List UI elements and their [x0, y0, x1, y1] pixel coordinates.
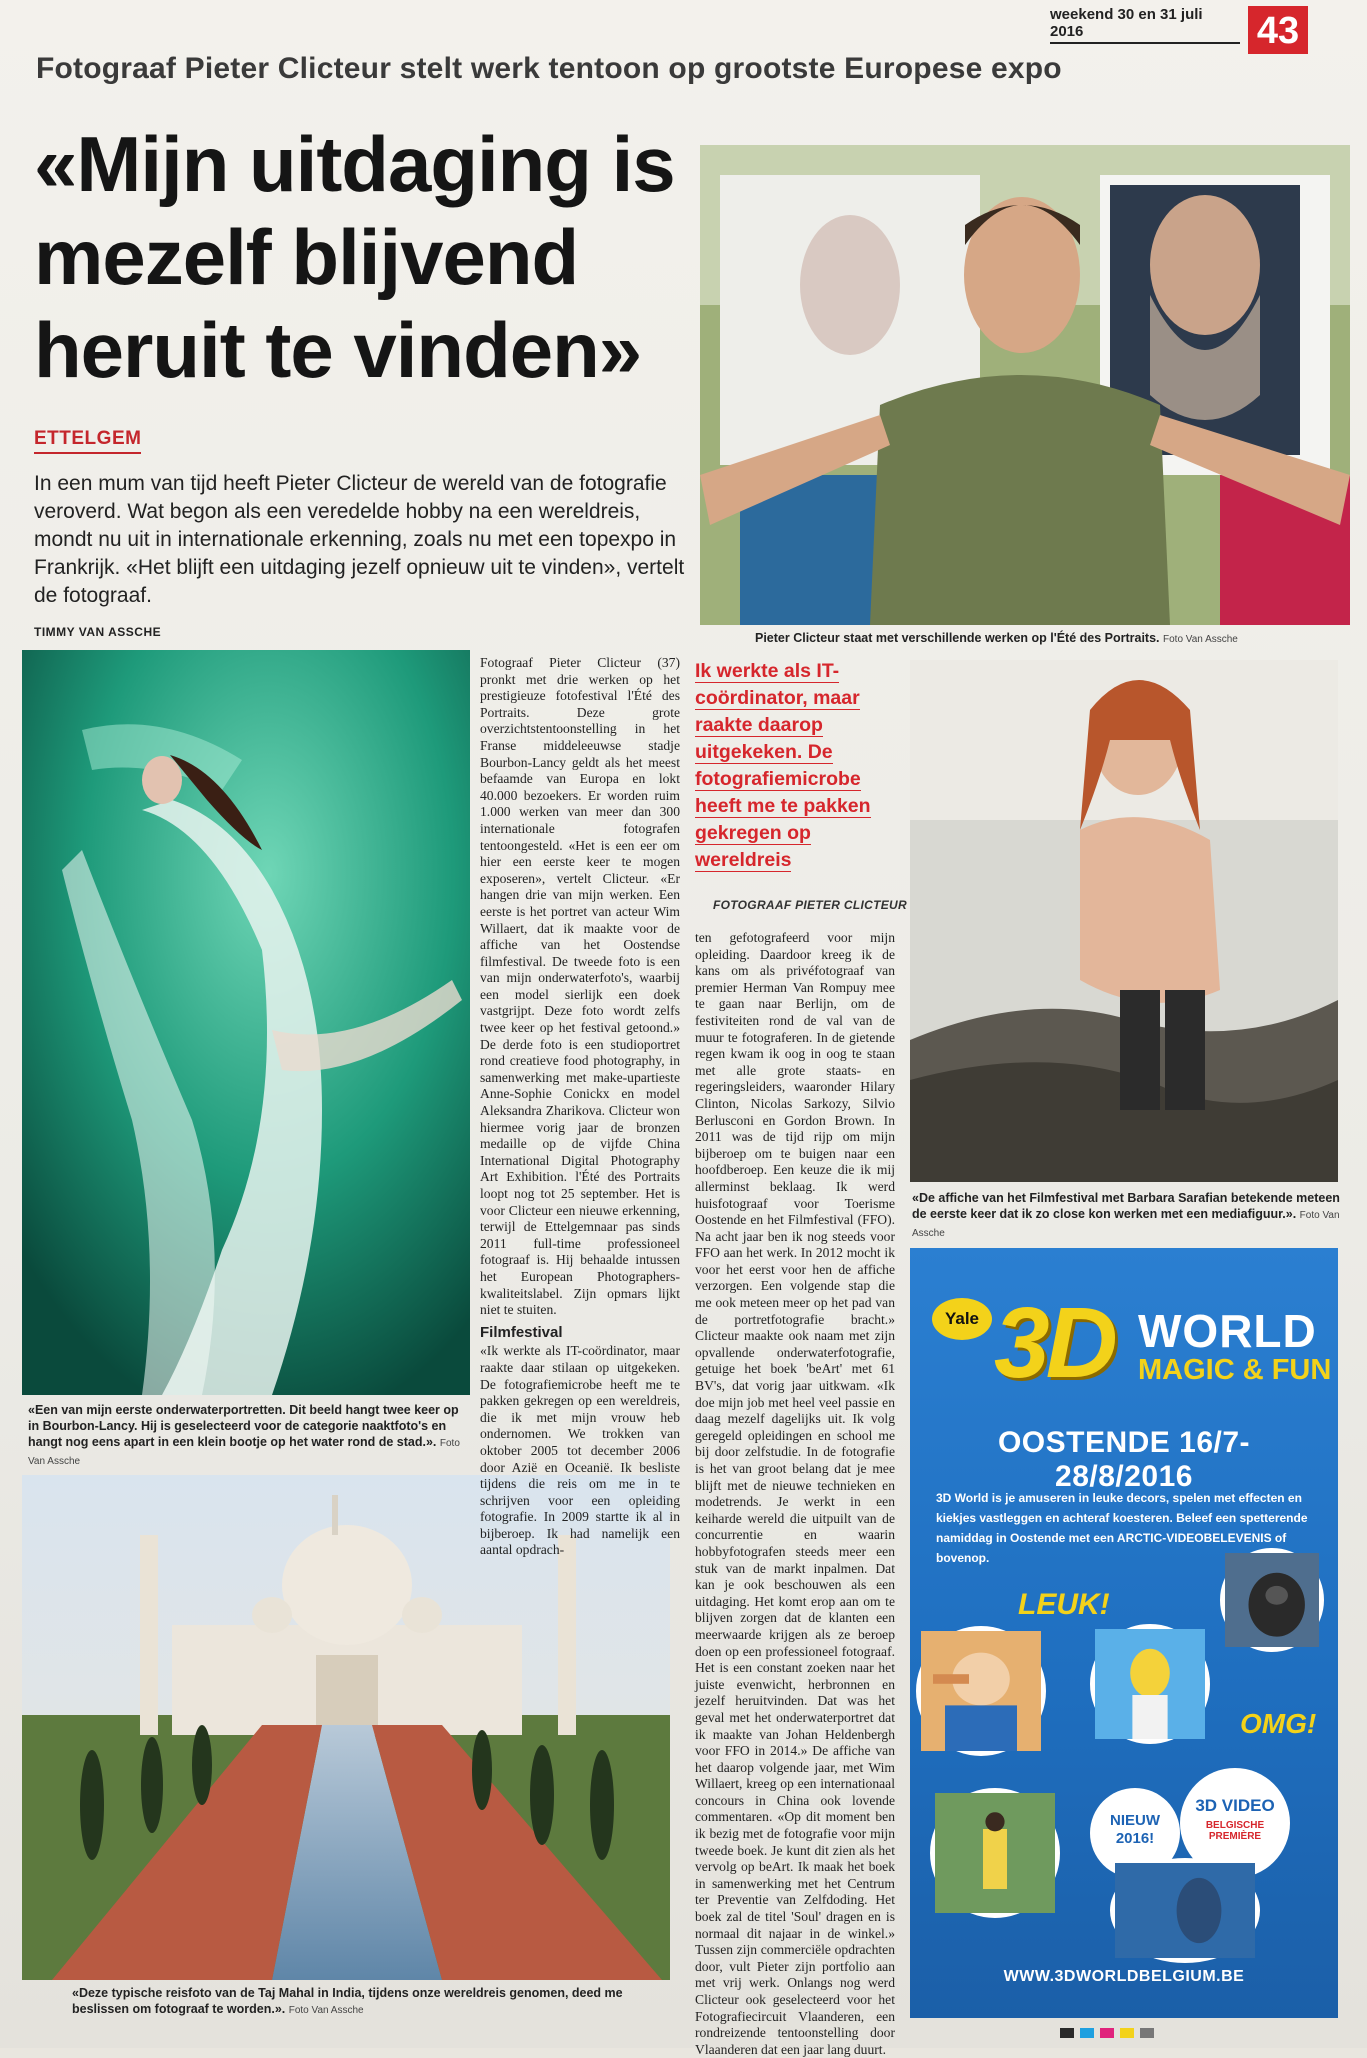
portrait-photo	[700, 145, 1350, 625]
sarafian-caption	[912, 1190, 1340, 1242]
byline: TIMMY VAN ASSCHE	[34, 625, 162, 639]
ad-bubble-jungle	[930, 1788, 1060, 1918]
ad-badge-video-sub: BELGISCHE PREMIÈRE	[1205, 1820, 1265, 1842]
ad-omg-label: OMG!	[1240, 1708, 1317, 1739]
homer-icon	[1095, 1629, 1205, 1739]
tajmahal-caption	[72, 1985, 652, 2019]
portrait-credit: Foto Van Assche	[1163, 634, 1238, 645]
color-swatch-magenta	[1100, 2028, 1114, 2038]
tajmahal-caption-text: «Deze typische reisfoto van de Taj Mahal in India, tijdens onze wereldreis genomen, deed me beslissen om fotograaf te worden.».	[72, 1986, 623, 2016]
aquarium-icon	[1115, 1863, 1255, 1958]
ad-url[interactable]: WWW.3DWORLDBELGIUM.BE	[1003, 1968, 1245, 1985]
article-paragraph-1: Fotograaf Pieter Clicteur (37) pronkt met drie werken op het prestigieuze fotofestival l'Été des Portraits. Deze grote overzichtstentoonstelling in het Franse middeleeuwse stadje Bourbon-Lancy geldt als het meest befaamde van Europa en lokt 40.000 bezoekers. Er worden ruim 1.000 werken van meer dan 300 internationale fotografen tentoongesteld. «Het is een eer om hier een eerste keer te mogen exposeren», vertelt Clicteur. «Er hangen drie van mijn werken. Een eerste is het portret van acteur Wim Willaert, dat ik maakte voor de affiche van het Oostendse filmfestival. De tweede foto is een van mijn onderwaterfoto's, waarbij een model sierlijk een doek vastgrijpt. Deze foto wordt zelfs twee keer op het festival getoond.» De derde foto is een studioportret rond creatieve food photography, in samenwerking met make-upartieste Anne-Sophie Conickx en model Aleksandra Zharikova. Clicteur won hiermee vorig jaar de bronzen medaille op de vijfde China International Digital Photography Art Exhibition. l'Été des Portraits loopt nog tot 25 september. Het is voor Clicteur een nieuwe erkenning, terwijl de Ettelgemnaar pas sinds 2011 full-time professioneel fotograaf is. Hij behaalde intussen het European Photographers-kwaliteitslabel. Zijn opmars lijkt niet te stuiten.	[480, 655, 680, 1318]
ad-dates: OOSTENDE 16/7-28/8/2016	[997, 1426, 1251, 1493]
pinocchio-icon	[921, 1631, 1041, 1751]
jungle-icon	[935, 1793, 1055, 1913]
article-paragraph-3: ten gefotografeerd voor mijn opleiding. Daardoor kreeg ik de kans om als privéfotograaf van premier Herman Van Rompuy mee te gaan naar Berlijn, om de festiviteiten rond de val van de muur te fotograferen. In de gietende regen kwam ik oog in oog te staan met alle grote staats- en regeringsleiders, waaronder Hilary Clinton, Nicolas Sarkozy, Silvio Berlusconi en Gordon Brown. In 2011 was de tijd rijp om mijn bijberoep om te buigen naar een hoofdberoep. Een keuze die ik mij allerminst beklaag. Ik werd huisfotograaf voor Toerisme Oostende en het Filmfestival (FFO). Na acht jaar ben ik nog steeds voor FFO aan het werk. In 2012 mocht ik voor het eerst voor hen de affiche verzorgen. Een volgende stap die me ook meteen meer op het pad van de portretfotografie bracht.» Clicteur maakte ook naam met zijn opvallende onderwaterfotografie, getuige het boek 'beArt' met 61 BV's, dat vorig jaar uitkwam. «Ik doe mijn job met heel veel passie en daag mezelf dagelijks uit. Ik volg geregeld opleidingen en school me bij door zelfstudie. In de fotografie is het van groot belang dat je mee blijft met de nieuwe technieken en modetrends. Je werkt in een keiharde wereld die uitpuilt van de concurrentie en waarin hobbyfotografen steeds meer een stuk van de markt inpalmen. Dat kan je ook beschouwen als een uitdaging. Het komt erop aan om te blijven zorgen dat de klanten een meerwaarde krijgen als ze beroep doen op een professioneel fotograaf. Het is een constant zoeken naar het juiste evenwicht, herbronnen en jezelf heruitvinden. Dat was het geval met het onderwaterportret dat ik maakte van Johan Heldenbergh voor FFO in 2014.» De affiche van het daarop volgende jaar, met Wim Willaert, kreeg op een internationaal concours in China ook lovende commentaren. «Op dit moment ben ik bezig met de fotografie voor mijn tweede boek. Je kunt dit zien als het vervolg op beArt. Ik maak het boek in samenwerking met het Centrum ter Preventie van Zelfdoding. Het boek zal de titel 'Soul' dragen en is normaal dit najaar in de winkel.» Tussen zijn commerciële opdrachten door, vult Pieter zijn portfolio aan met vrij werk. Onlangs nog werd Clicteur ook geselecteerd voor het Fotografiecircuit Vlaanderen, een rondreizende tentoonstelling door Vlaanderen dat een jaar lang duurt.	[695, 930, 895, 2057]
sarafian-photo	[910, 660, 1338, 1182]
portrait-caption-text: Pieter Clicteur staat met verschillende werken op l'Été des Portraits.	[755, 631, 1160, 645]
sarafian-photo-illustration	[910, 660, 1338, 1182]
portrait-photo-illustration	[700, 145, 1350, 625]
underwater-photo-illustration	[22, 650, 470, 1395]
advertisement-3d-world[interactable]	[910, 1248, 1338, 2018]
ad-bubble-pinocchio	[916, 1626, 1046, 1756]
headline: «Mijn uitdaging is mezelf blijvend heruit te vinden»	[34, 120, 675, 394]
ad-bubble-gorilla	[1220, 1548, 1324, 1652]
gorilla-icon	[1225, 1553, 1319, 1647]
article-column-1	[480, 655, 680, 1559]
article-subhead: Filmfestival	[480, 1323, 563, 1341]
location-label: ETTELGEM	[34, 428, 141, 454]
ad-badge-new: NIEUW 2016!	[1090, 1788, 1180, 1878]
underwater-caption	[28, 1402, 468, 1470]
color-swatch-black	[1060, 2028, 1074, 2038]
kicker: Fotograaf Pieter Clicteur stelt werk tentoon op grootste Europese expo	[36, 52, 1062, 85]
underwater-credit: Foto Van Assche	[28, 1438, 460, 1467]
sarafian-caption-text: «De affiche van het Filmfestival met Barbara Sarafian betekende meteen de eerste keer dat ik zo close kon werken met een mediafiguur.».	[912, 1191, 1340, 1221]
ad-description: 3D World is je amuseren in leuke decors, spelen met effecten en kiekjes vastleggen en achteraf koesteren. Beleef een spetterende namiddag in Oostende met een ARCTIC-VIDEOBELEVENIS of bovenop.	[936, 1491, 1308, 1565]
color-swatch-yellow	[1120, 2028, 1134, 2038]
dateline: weekend 30 en 31 juli 2016	[1050, 6, 1240, 44]
ad-badge-video-title: 3D VIDEO	[1195, 1796, 1275, 1815]
underwater-caption-text: «Een van mijn eerste onderwaterportretten. Dit beeld hangt twee keer op in Bourbon-Lancy. Hij is geselecteerd voor de categorie naaktfoto's en hangt nog eens apart in een klein bootje op het water rond de stad.».	[28, 1403, 459, 1449]
intro-paragraph: In een mum van tijd heeft Pieter Clicteur de wereld van de fotografie veroverd. Wat begon als een veredelde hobby na een wereldreis, mondt nu uit in internationale erkenning, zoals nu met een topexpo in Frankrijk. «Het blijft een uitdaging jezelf opnieuw uit te vinden», vertelt de fotograaf.	[34, 472, 685, 607]
tajmahal-credit: Foto Van Assche	[288, 2005, 364, 2016]
page-number: 43	[1248, 6, 1308, 54]
ad-logo-3d: 3D	[994, 1287, 1114, 1399]
ad-logo-world: WORLD	[1138, 1305, 1317, 1357]
ad-leuk-label: LEUK!	[1018, 1588, 1110, 1621]
color-swatch-grey	[1140, 2028, 1154, 2038]
sarafian-credit: Foto Van Assche	[912, 1210, 1340, 1239]
color-swatch-cyan	[1080, 2028, 1094, 2038]
underwater-photo	[22, 650, 470, 1395]
ad-bubble-aquarium	[1110, 1858, 1260, 1963]
yale-logo: Yale	[932, 1298, 992, 1340]
pull-quote	[695, 658, 877, 874]
print-color-bar	[1060, 2028, 1340, 2038]
article-paragraph-2: «Ik werkte als IT-coördinator, maar raakte daar stilaan op uitgekeken. De fotografiemicrobe heeft me te pakken gekregen op een wereldreis, die ik met mijn vrouw heb ondernomen. We trokken van oktober 2005 tot december 2006 door Azië en Oceanië. Ik besliste tijdens die reis om me in te schrijven voor een opleiding fotografie. In 2009 startte ik al in bijberoep. Ik had namelijk een aantal opdrach-	[480, 1343, 680, 1558]
pull-quote-source: FOTOGRAAF PIETER CLICTEUR	[713, 898, 907, 912]
ad-bubble-homer	[1090, 1624, 1210, 1744]
ad-logo-tagline: MAGIC & FUN	[1138, 1354, 1332, 1386]
portrait-caption	[755, 630, 1345, 648]
article-column-2	[695, 930, 895, 2057]
pull-quote-text: Ik werkte als IT-coördinator, maar raakte daarop uitgekeken. De fotografiemicrobe heeft me te pakken gekregen op wereldreis	[695, 660, 871, 871]
